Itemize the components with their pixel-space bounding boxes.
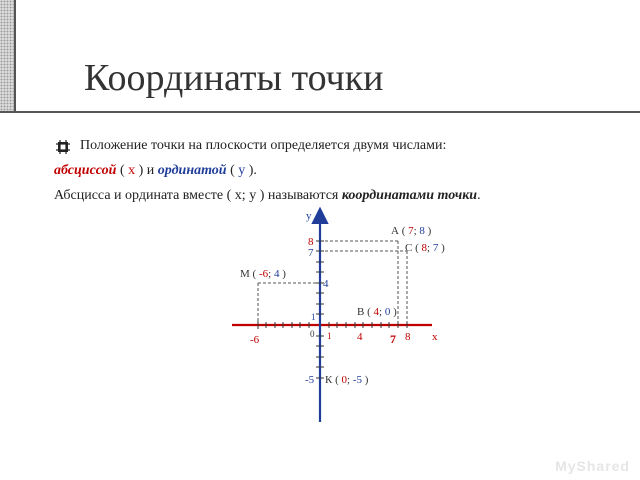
x-axis-label: x [432,331,438,343]
and-text: ) и [135,163,158,178]
x-var: x [128,163,136,178]
paren-close-text: ). [245,163,257,178]
abscissa-term: абсциссой [54,163,117,178]
x-value-7: 7 [390,332,396,346]
y-value-4: 4 [323,278,329,290]
point-c-label: С ( 8; 7 ) [405,242,445,254]
coordinates-term: координатами точки [341,188,478,203]
intro-line: Положение точки на плоскости определяется двумя числами: [80,138,447,153]
point-m-label: М ( -6; 4 ) [240,268,286,280]
y-axis-label: y [306,210,312,222]
unit-x-label: 1 [327,331,332,341]
x-value-8: 8 [405,331,411,343]
definition-text: Абсцисса и ордината вместе ( х; у ) называются [54,188,342,203]
point-b-label: В ( 4; 0 ) [357,306,397,318]
ordinate-term: ординатой [157,163,227,178]
page-title: Координаты точки [84,57,384,99]
unit-y-label: 1 [311,312,316,322]
y-var: y [238,163,246,178]
y-value-7: 7 [308,247,314,259]
paren-text: ( [226,163,239,178]
paren-text: ( [116,163,129,178]
origin-label: 0 [310,329,315,339]
y-value-8: 8 [308,236,314,248]
period-text: . [477,188,481,203]
point-a-label: А ( 7; 8 ) [391,225,432,237]
x-value-4: 4 [357,331,363,343]
point-k-label: К ( 0; -5 ) [325,374,369,386]
x-value-neg6: -6 [250,334,260,346]
watermark: MyShared [555,458,630,474]
y-value-neg5: -5 [305,374,315,386]
